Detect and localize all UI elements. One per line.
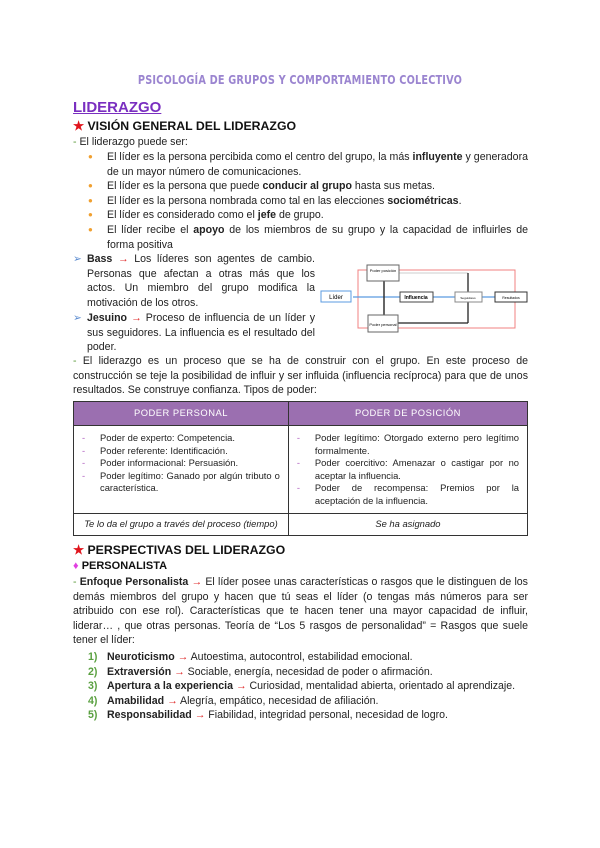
- arrowhead-bullet-icon: ➢: [73, 312, 82, 324]
- list-item: ● El líder es la persona que puede conducir al grupo hasta sus metas.: [88, 179, 528, 194]
- list-item: 4) Amabilidad → Alegría, empático, necesidad de afiliación.: [88, 694, 379, 707]
- document-title: PSICOLOGÍA DE GRUPOS Y COMPORTAMIENTO COLECTIVO: [137, 72, 463, 87]
- diagram-label: Seguidores: [460, 296, 476, 300]
- diagram-label: Resultados: [502, 296, 520, 300]
- list-item: ● El líder es considerado como el jefe de grupo.: [88, 208, 528, 223]
- diagram-label: Poder posición: [369, 268, 397, 273]
- diagram-label: Influencia: [404, 295, 428, 301]
- diagram-label: Poder personal: [369, 322, 397, 327]
- list-item: ● El líder es la persona percibida como el centro del grupo, la más influyente y generadora de un mayor número de comunicaciones.: [88, 150, 528, 179]
- table-header: PODER PERSONAL: [74, 402, 289, 426]
- definition-list: [88, 150, 528, 252]
- list-item: ● El líder es la persona nombrada como tal en las elecciones sociométricas.: [88, 194, 528, 209]
- diagram-label: Líder: [329, 295, 343, 301]
- table-header: PODER DE POSICIÓN: [288, 402, 527, 426]
- traits-list: [88, 650, 528, 723]
- intro-text: - El liderazgo puede ser:: [73, 136, 188, 148]
- diamond-icon: ♦: [73, 560, 79, 572]
- list-item: - Poder informacional: Persuasión.: [82, 457, 280, 470]
- heading-liderazgo: LIDERAZGO: [73, 99, 162, 116]
- table-footer-cell: Se ha asignado: [288, 514, 527, 536]
- list-item: 1) Neuroticismo → Autoestima, autocontrol, estabilidad emocional.: [88, 651, 413, 663]
- list-item: ● El líder recibe el apoyo de los miembros de su grupo y la capacidad de influirles de forma positiva: [88, 223, 528, 252]
- heading-perspectivas: ★ PERSPECTIVAS DEL LIDERAZGO: [73, 543, 286, 557]
- list-item: - Poder legítimo: Otorgado externo pero legítimo formalmente.: [297, 432, 519, 457]
- bass-definition: ➢ Bass → Los líderes son agentes de cambio. Personas que afectan a otras más que los actos. Un miembro del grupo modifica la motivación de los otros.: [73, 253, 315, 309]
- list-item: - Poder coercitivo: Amenazar o castigar por no aceptar la influencia.: [297, 457, 519, 482]
- power-types-table: [73, 401, 528, 536]
- list-item: - Poder de experto: Competencia.: [82, 432, 280, 445]
- list-item: 3) Apertura a la experiencia → Curiosidad, mentalidad abierta, orientado al aprendizaje.: [88, 680, 516, 693]
- list-item: 2) Extraversión → Sociable, energía, necesidad de poder o afirmación.: [88, 665, 433, 678]
- table-footer-cell: Te lo da el grupo a través del proceso (tiempo): [74, 514, 289, 536]
- table-cell: [74, 426, 289, 514]
- heading-vision-general: ★ VISIÓN GENERAL DEL LIDERAZGO: [73, 119, 297, 133]
- list-item: 5) Responsabilidad → Fiabilidad, integridad personal, necesidad de logro.: [88, 709, 448, 722]
- jesuino-definition: ➢ Jesuino → Proceso de influencia de un líder y sus seguidores. La influencia es el resultado del poder.: [73, 312, 315, 354]
- leadership-diagram: [318, 260, 533, 336]
- list-item: - Poder legítimo: Ganado por algún tributo o característica.: [82, 470, 280, 495]
- table-cell: [288, 426, 527, 514]
- list-item: - Poder de recompensa: Premios por la aceptación de la influencia.: [297, 482, 519, 507]
- list-item: - Poder referente: Identificación.: [82, 445, 280, 458]
- enfoque-personalista-text: - Enfoque Personalista → El líder posee unas características o rasgos que le distinguen de los demás miembros del grupo y hacen que tú seas el líder (o tengas más números para ser atribuido con ese rol). Características que te hacen tener una mayor capacidad de influir, liderar… , que otras personas. Teoría de “Los 5 rasgos de personalidad” = Rasgos que suele tener el líder:: [73, 576, 528, 647]
- star-icon: ★: [73, 119, 85, 133]
- arrowhead-bullet-icon: ➢: [73, 253, 82, 265]
- paragraph-proceso: - El liderazgo es un proceso que se ha de construir con el grupo. En este proceso de construcción se teje la posibilidad de influir y ser influida (influencia recíproca) para que de unos resultados. Se construye confianza. Tipos de poder:: [73, 355, 528, 397]
- star-icon: ★: [73, 543, 85, 557]
- heading-personalista: ♦ PERSONALISTA: [73, 560, 168, 572]
